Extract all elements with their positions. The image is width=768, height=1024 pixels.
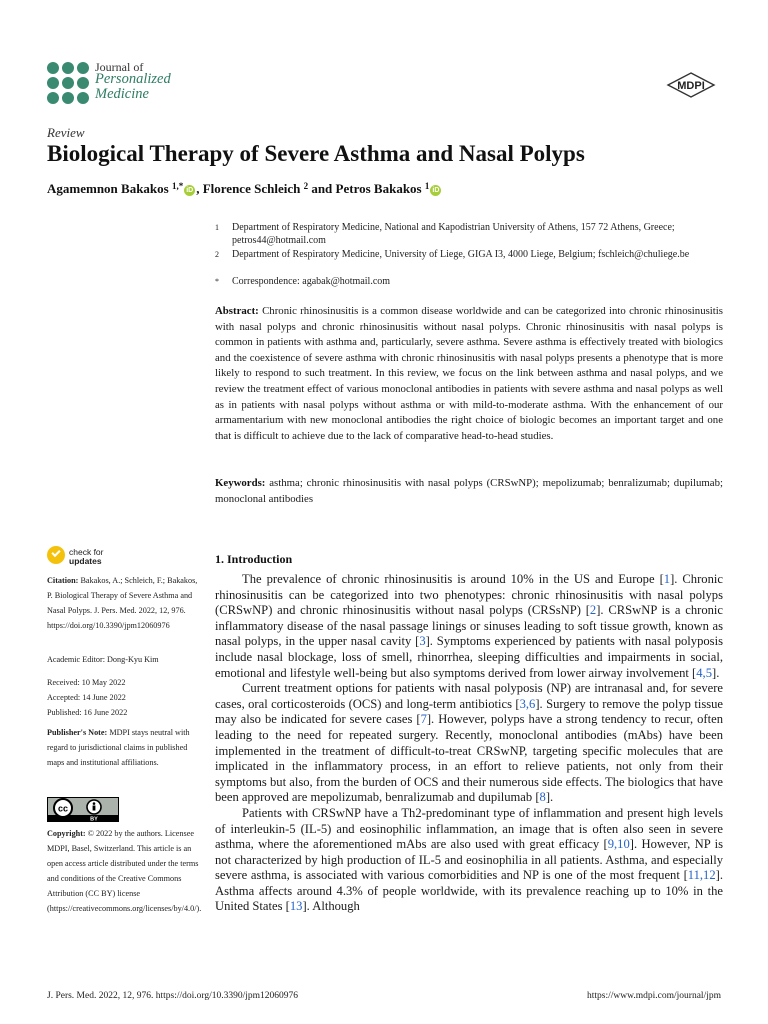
keywords — [215, 476, 723, 507]
copyright — [47, 826, 202, 916]
body-text — [215, 572, 723, 915]
cc-icon-text: cc — [57, 803, 69, 814]
check-for-updates-label1: check for — [69, 547, 104, 557]
accepted-date: Accepted: 14 June 2022 — [47, 693, 126, 702]
abstract-text: Chronic rhinosinusitis is a common disease worldwide and can be categorized into chronic rhinosinusitis with nasal polyps and chronic rhinosinusitis without nasal polyps. Chronic rhinosinusitis with nasal polyps is common in patients with asthma and, particularly, severe asthma. Severe asthma is effectively treated with biologics and the coexistence of severe asthma with chronic rhinosinusitis with nasal polyps presents a phenotype that is more likely to respond to such treatment. In this review, we focus on the link between asthma and nasal polyps, and we review the treatment effect of various monoclonal antibodies in patients with severe asthma and nasal polyps as well as in patients with nasal polyps without asthma or with mild-to-moderate asthma. With the enhancement of our armamentarium with new monoclonal antibodies the right choice of biologic becomes an important target and one that is difficult to achieve due to the lack of comparative head-to-head studies. — [215, 305, 724, 442]
paragraph-1: The prevalence of chronic rhinosinusitis is around 10% in the US and Europe [1]. Chronic rhinosinusitis can be categorized into two phenotypes: chronic rhinosinusitis with nasal polyps (CRSwNP) and chronic rhinosinusitis without nasal polyps (CRSsNP) [2]. CRSwNP is a chronic inflammatory disease of the nasal passage linings or sinuses leading to soft tissue growth, known as nasal polyps, in the upper nasal cavity [3]. Symptoms experienced by patients with nasal polyposis include nasal blockage, loss of smell, rhinorrhea, sleeping difficulties and impairments in social, emotional and lifestyle well-being but also symptoms derived from lower airway involvement [4,5]. — [215, 572, 724, 680]
article-type: Review — [47, 125, 85, 140]
received-date: Received: 10 May 2022 — [47, 678, 126, 687]
author-name[interactable]: Agamemnon Bakakos — [47, 181, 169, 196]
copyright-label: Copyright: — [47, 829, 86, 838]
publisher-note — [47, 725, 199, 770]
affiliation — [215, 221, 725, 247]
citation-link[interactable]: 8 — [539, 790, 546, 805]
abstract-label: Abstract: — [215, 305, 259, 317]
affiliation-text: Department of Respiratory Medicine, National and Kapodistrian University of Athens, 157 72 Athens, Greece; petros44@hotmail.com — [232, 222, 675, 246]
journal-name-line1: Personalized — [95, 71, 171, 87]
author-name[interactable]: Petros Bakakos — [335, 181, 422, 196]
citation-link[interactable]: 2 — [589, 603, 597, 618]
check-for-updates-icon — [47, 546, 65, 564]
by-icon-text: BY — [90, 816, 98, 822]
keywords-label: Keywords: — [215, 477, 266, 489]
academic-editor: Academic Editor: Dong-Kyu Kim — [47, 655, 159, 664]
citation-link[interactable]: 1 — [663, 572, 671, 586]
publisher-note-label: Publisher's Note: — [47, 728, 108, 737]
check-for-updates-button[interactable] — [47, 546, 117, 568]
citation-link[interactable]: 3 — [419, 634, 426, 649]
affiliation — [215, 275, 725, 288]
affiliation-text: Department of Respiratory Medicine, University of Liege, GIGA I3, 4000 Liege, Belgium; fschleich@chuliege.be — [232, 249, 690, 260]
affiliation-number: 1 — [215, 223, 219, 232]
citation-link[interactable]: 9,10 — [607, 837, 630, 852]
author-list: Agamemnon Bakakos $^{1,*}$ iD , Florence Schleich $^2$ and Petros Bakakos $^1$ iD — [47, 181, 440, 196]
paragraph-3: Patients with CRSwNP have a Th2-predominant type of inflammation and present high levels of interleukin-5 (IL-5) and eosinophilic inflammation, an image that is often also seen in severe asthma, where the aforementioned mAbs are also used with great efficacy [9,10]. However, NP is not characterized by high production of IL-5 and eosinophilia in all patients. Asthma, and especially severe asthma, is associated with various comorbidities and NP is one of the most frequent [11,12]. Asthma affects around 4.3% of people worldwide, with its prevalence reaching up to 10% in the United States [13]. Although — [215, 805, 723, 914]
affiliation-number: * — [215, 277, 219, 286]
journal-of-label: Journal of — [95, 60, 144, 74]
publisher-note-text: MDPI stays neutral with regard to jurisdictional claims in published maps and institutional affiliations. — [47, 728, 190, 767]
citation-text: Bakakos, A.; Schleich, F.; Bakakos, P. Biological Therapy of Severe Asthma and Nasal Polyps. J. Pers. Med. 2022, 12, 976. https://doi.org/10.3390/jpm12060976 — [47, 576, 198, 630]
cc-by-license-icon[interactable] — [47, 797, 119, 822]
author-affil-marker: 2 — [303, 181, 309, 191]
affiliation — [215, 248, 725, 261]
correspondence-text: Correspondence: agabak@hotmail.com — [232, 276, 391, 287]
citation-link[interactable]: 4,5 — [696, 665, 712, 680]
author-name[interactable]: Florence Schleich — [202, 181, 301, 196]
journal-name — [95, 72, 171, 102]
mdpi-logo-text: MDPI — [677, 80, 705, 92]
author-affil-marker: 1 — [424, 181, 430, 191]
citation-label: Citation: — [47, 576, 79, 585]
orcid-icon[interactable]: iD — [432, 187, 440, 194]
citation-link[interactable]: 3,6 — [519, 696, 536, 711]
copyright-text: © 2022 by the authors. Licensee MDPI, Basel, Switzerland. This article is an open access article distributed under the terms and conditions of the Creative Commons Attribution (CC BY) license (https://creativecommons.org/licenses/by/4.0/). — [47, 829, 202, 913]
footer-journal-url[interactable]: https://www.mdpi.com/journal/jpm — [587, 991, 721, 1001]
author-affil-marker: 1,* — [171, 181, 184, 191]
citation — [47, 573, 199, 633]
affiliation-number: 2 — [215, 250, 219, 259]
section-heading: 1. Introduction — [215, 552, 293, 566]
citation-link[interactable]: 7 — [420, 712, 427, 727]
journal-logo-icon — [47, 62, 89, 104]
keywords-text: asthma; chronic rhinosinusitis with nasal polyps (CRSwNP); mepolizumab; benralizumab; dupilumab; monoclonal antibodies — [215, 477, 723, 505]
orcid-icon[interactable]: iD — [186, 187, 194, 194]
citation-link[interactable]: 11,12 — [687, 868, 716, 883]
mdpi-logo-icon — [665, 72, 717, 98]
abstract — [215, 304, 723, 444]
check-for-updates-label2: updates — [69, 556, 102, 566]
published-date: Published: 16 June 2022 — [47, 708, 128, 717]
journal-name-line2: Medicine — [95, 86, 149, 102]
citation-link[interactable]: 13 — [289, 899, 303, 914]
article-title: Biological Therapy of Severe Asthma and Nasal Polyps — [47, 141, 585, 166]
footer-citation: J. Pers. Med. 2022, 12, 976. https://doi.org/10.3390/jpm12060976 — [47, 991, 299, 1001]
paragraph-2: Current treatment options for patients with nasal polyposis (NP) are intranasal and, for severe cases, oral corticosteroids (OCS) and long-term antibiotics [3,6]. Surgery to remove the polyp tissue may also be indicated for severe cases [7]. However, polyps have a strong tendency to recur, often leading to the need for repeated surgery. Recently, monoclonal antibodies (mAbs) have been implemented in the treatment of difficult-to-treat CRSwNP, targeting specific molecules that are implicated in the inflammatory process, in an effort to relieve patients, not only from their symptoms but also, from the burden of OCS and their numerous side effects. The biologics that have been approved are mepolizumab, benralizumab and dupilumab [8]. — [215, 681, 724, 805]
